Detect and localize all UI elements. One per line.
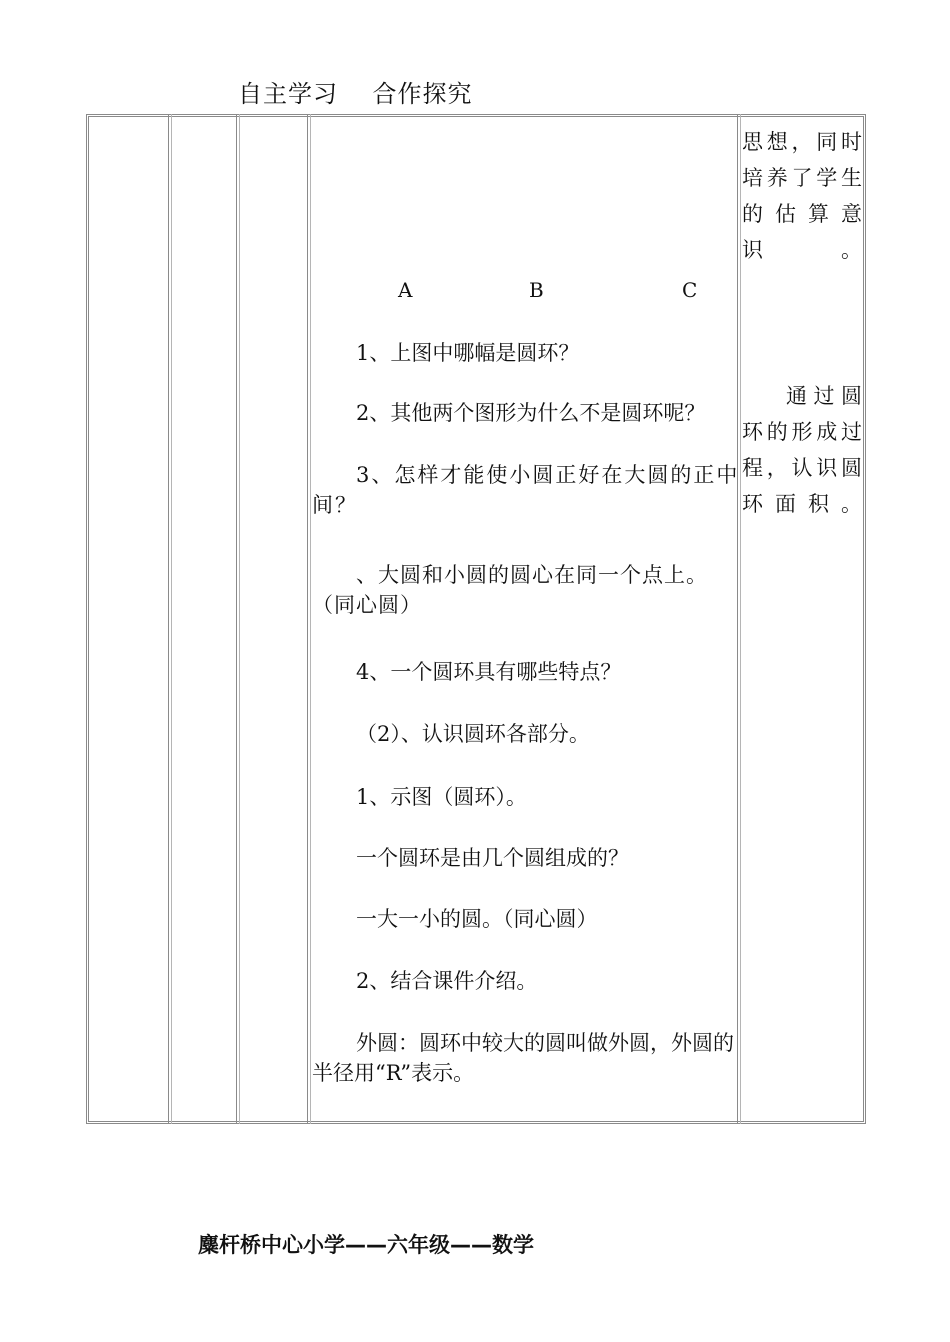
diagram-label-a: A	[398, 278, 413, 302]
section-heading: （2）、认识圆环各部分。	[356, 722, 590, 746]
diagram-labels	[312, 278, 740, 308]
design-note: 通过圆环的形成过程，认识圆环面积。	[742, 384, 862, 516]
question-line: 4、一个圆环具有哪些特点？	[356, 660, 622, 684]
question-line: 3、怎样才能使小圆正好在大圆的正中间？	[312, 463, 740, 517]
step-line: 1、示图（圆环）。	[356, 785, 527, 809]
question-line: 一个圆环是由几个圆组成的？	[356, 846, 629, 870]
table-column-divider	[307, 114, 311, 1124]
definition-line: 外圆：圆环中较大的圆叫做外圆，外圆的半径用“R”表示。	[312, 1031, 734, 1085]
diagram-label-b: B	[529, 278, 544, 302]
question-line: 1、上图中哪幅是圆环？	[356, 341, 580, 365]
question-line: 2、其他两个图形为什么不是圆环呢？	[356, 401, 706, 425]
page-header-title: 自主学习 合作探究	[238, 80, 473, 108]
table-column-divider	[236, 114, 240, 1124]
diagram-label-c: C	[682, 278, 698, 302]
page-footer: 麋杆桥中心小学——六年级——数学	[198, 1233, 534, 1257]
table-column-divider	[168, 114, 172, 1124]
step-line: 2、结合课件介绍。	[356, 969, 538, 993]
design-note: 思想，同时培养了学生的估算意识。	[742, 130, 862, 262]
answer-line: 、大圆和小圆的圆心在同一个点上。（同心圆）	[312, 563, 708, 617]
answer-line: 一大一小的圆。（同心圆）	[356, 907, 598, 931]
